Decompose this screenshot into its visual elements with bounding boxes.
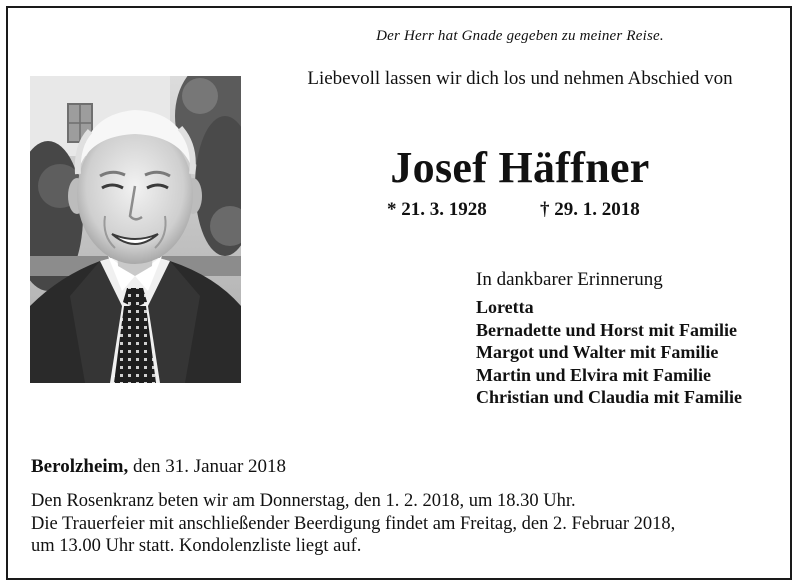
intro-text: Liebevoll lassen wir dich los und nehmen Abschied von — [307, 68, 733, 89]
deceased-name: Josef Häffner — [390, 143, 650, 192]
notice-line: Den Rosenkranz beten wir am Donnerstag, den 1. 2. 2018, um 18.30 Uhr. — [31, 491, 576, 511]
memory-line: In dankbarer Erinnerung — [476, 269, 663, 290]
place: Berolzheim, — [31, 456, 129, 477]
place-and-date — [31, 456, 286, 478]
notice-line: Die Trauerfeier mit anschließender Beerdigung findet am Freitag, den 2. Februar 2018, — [31, 513, 676, 534]
mourner-name: Margot und Walter mit Familie — [476, 342, 719, 362]
birth-date: * 21. 3. 1928 — [387, 199, 487, 220]
portrait-photo — [30, 76, 241, 383]
date: den 31. Januar 2018 — [133, 456, 287, 477]
service-notices — [31, 490, 781, 558]
notice-line: um 13.00 Uhr statt. Kondolenzliste liegt auf. — [31, 536, 362, 556]
mourner-name: Christian und Claudia mit Familie — [476, 387, 743, 407]
mourners-list — [476, 296, 742, 409]
motto: Der Herr hat Gnade gegeben zu meiner Reise. — [376, 28, 664, 44]
mourner-name: Bernadette und Horst mit Familie — [476, 319, 737, 340]
mourner-name: Martin und Elvira mit Familie — [476, 364, 711, 385]
mourner-name: Loretta — [476, 297, 534, 317]
death-date: † 29. 1. 2018 — [540, 199, 640, 220]
